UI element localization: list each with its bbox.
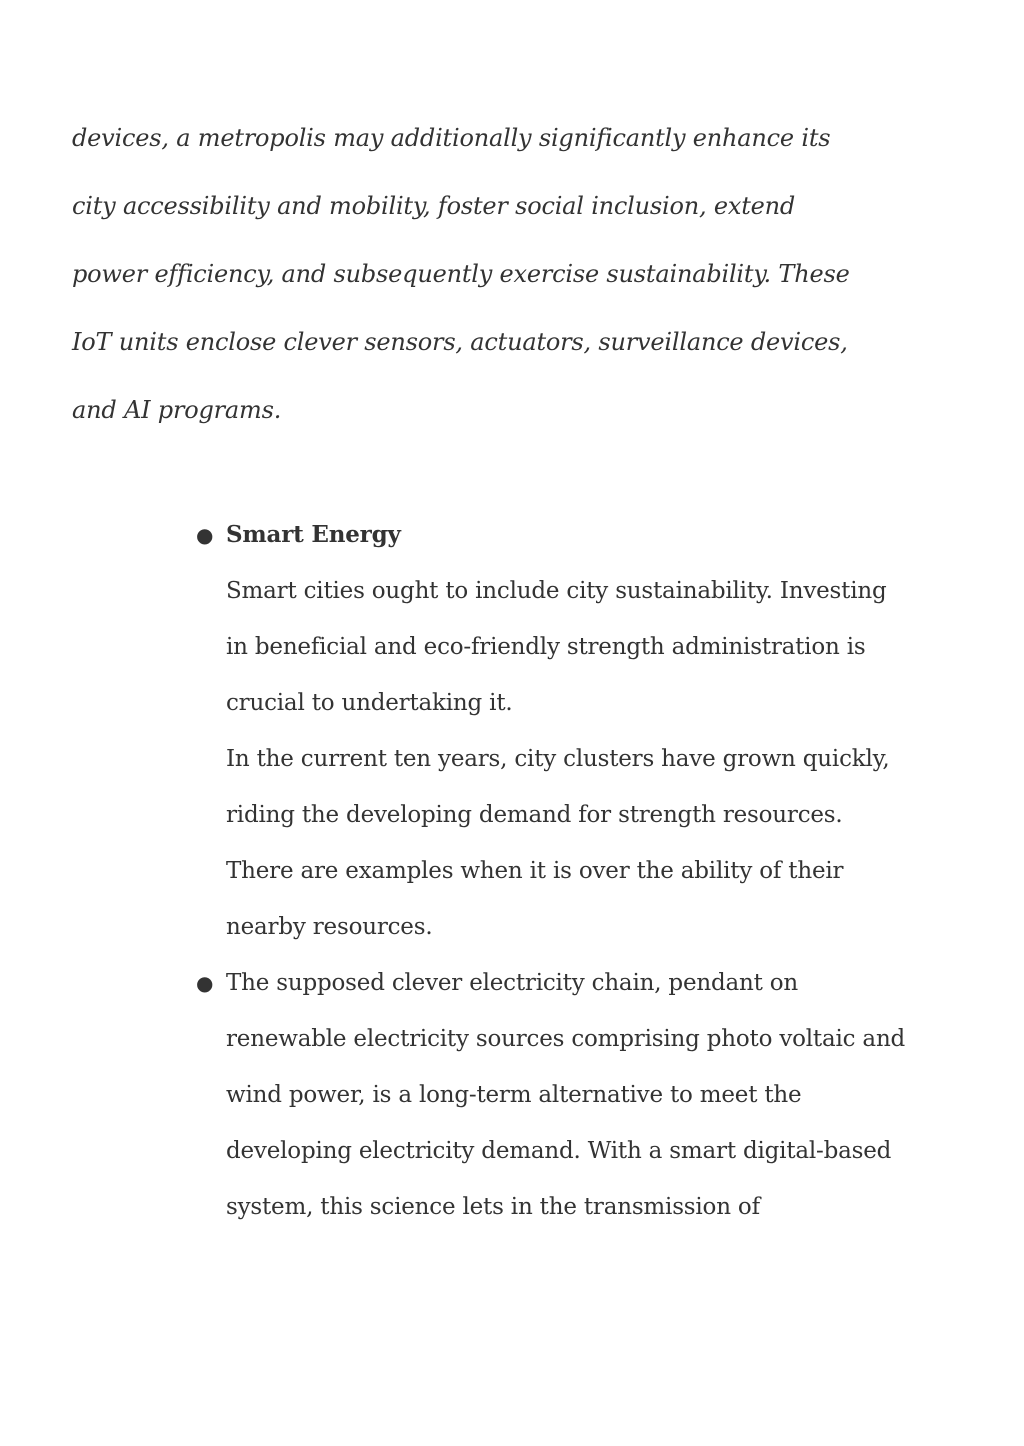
bullet-item-smart-energy	[196, 507, 946, 955]
bullet-heading: Smart Energy	[226, 521, 401, 548]
intro-line: city accessibility and mobility, foster social inclusion, extend	[72, 192, 796, 220]
intro-line: IoT units enclose clever sensors, actuators, surveillance devices,	[72, 328, 848, 356]
intro-line: power efficiency, and subsequently exercise sustainability. These	[72, 260, 850, 288]
bullet-line: nearby resources.	[226, 914, 433, 940]
intro-paragraph	[72, 104, 912, 444]
bullet-line: crucial to undertaking it.	[226, 690, 513, 716]
bullet-line: wind power, is a long-term alternative to meet the	[226, 1082, 802, 1108]
bullet-line: The supposed clever electricity chain, pendant on	[226, 970, 799, 996]
bullet-marker-icon: ●	[196, 523, 214, 547]
bullet-line: renewable electricity sources comprising photo voltaic and	[226, 1026, 906, 1052]
bullet-line: system, this science lets in the transmission of	[226, 1194, 760, 1220]
bullet-list	[196, 507, 946, 1235]
bullet-line: Smart cities ought to include city sustainability. Investing	[226, 578, 887, 604]
bullet-line: riding the developing demand for strength resources.	[226, 802, 843, 828]
intro-line: devices, a metropolis may additionally significantly enhance its	[72, 124, 831, 152]
bullet-line: developing electricity demand. With a smart digital-based	[226, 1138, 892, 1164]
bullet-line: in beneficial and eco-friendly strength administration is	[226, 634, 866, 660]
bullet-line: In the current ten years, city clusters have grown quickly,	[226, 746, 890, 772]
bullet-line: There are examples when it is over the ability of their	[226, 858, 844, 884]
intro-line: and AI programs.	[72, 396, 282, 424]
bullet-marker-icon: ●	[196, 971, 214, 995]
bullet-item-smart-grid	[196, 955, 946, 1235]
